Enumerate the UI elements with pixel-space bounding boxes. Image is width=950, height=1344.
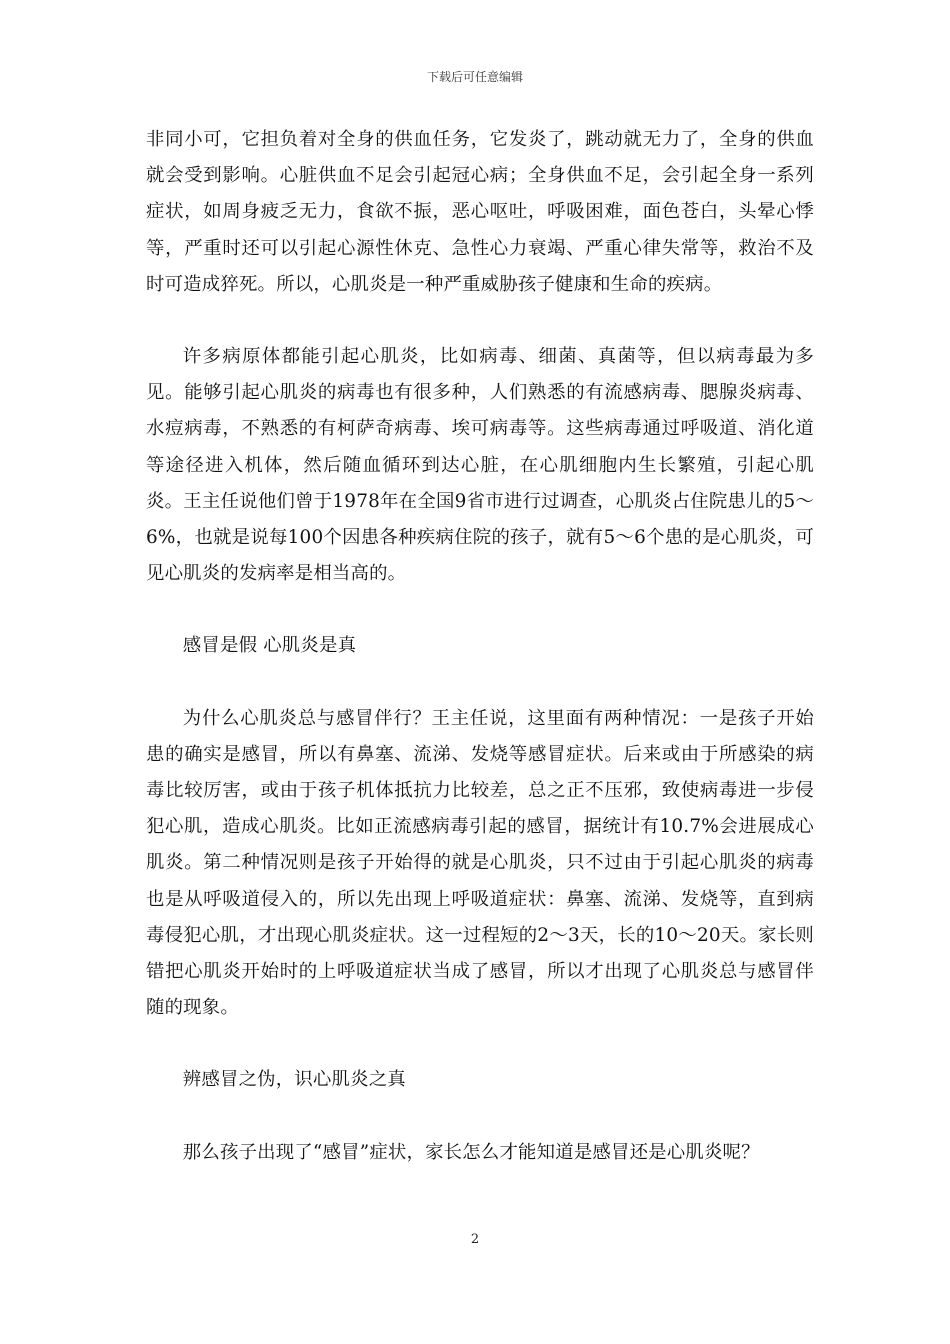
paragraph-heart-function: 非同小可，它担负着对全身的供血任务，它发炎了，跳动就无力了，全身的供血就会受到影响。心脏供血不足会引起冠心病；全身供血不足，会引起全身一系列症状，如周身疲乏无力，食欲不振，恶心呕吐，呼吸困难，面色苍白，头晕心悸等，严重时还可以引起心源性休克、急性心力衰竭、严重心律失常等，救治不及时可造成猝死。所以，心肌炎是一种严重威胁孩子健康和生命的疾病。 bbox=[146, 129, 814, 295]
paragraph-two-situations: 为什么心肌炎总与感冒伴行？王主任说，这里面有两种情况：一是孩子开始患的确实是感冒，所以有鼻塞、流涕、发烧等感冒症状。后来或由于所感染的病毒比较厉害，或由于孩子机体抵抗力比较差，总之正不压邪，致使病毒进一步侵犯心肌，造成心肌炎。比如正流感病毒引起的感冒，据统计有10.7%会进展成心肌炎。第二种情况则是孩子开始得的就是心肌炎，只不过由于引起心肌炎的病毒也是从呼吸道侵入的，所以先出现上呼吸道症状：鼻塞、流涕、发烧等，直到病毒侵犯心肌，才出现心肌炎症状。这一过程短的2～3天，长的10～20天。家长则错把心肌炎开始时的上呼吸道症状当成了感冒，所以才出现了心肌炎总与感冒伴随的现象。 bbox=[146, 707, 814, 1019]
document-body bbox=[146, 122, 814, 1171]
paragraph-gap bbox=[146, 303, 814, 339]
paragraph-gap bbox=[146, 665, 814, 701]
paragraph-question: 那么孩子出现了“感冒”症状，家长怎么才能知道是感冒还是心肌炎呢？ bbox=[182, 1141, 760, 1163]
section-heading-distinguish: 辨感冒之伪，识心肌炎之真 bbox=[182, 1069, 406, 1091]
section-heading-cold-vs-myocarditis: 感冒是假 心肌炎是真 bbox=[182, 635, 357, 657]
paragraph-gap bbox=[146, 1026, 814, 1062]
page-header-note: 下载后可任意编辑 bbox=[426, 70, 523, 84]
paragraph-gap bbox=[146, 1099, 814, 1135]
page-number: 2 bbox=[470, 1232, 480, 1247]
paragraph-gap bbox=[146, 592, 814, 628]
paragraph-pathogens: 许多病原体都能引起心肌炎，比如病毒、细菌、真菌等，但以病毒最为多见。能够引起心肌炎的病毒也有很多种，人们熟悉的有流感病毒、腮腺炎病毒、水痘病毒，不熟悉的有柯萨奇病毒、埃可病毒等。这些病毒通过呼吸道、消化道等途径进入机体，然后随血循环到达心脏，在心肌细胞内生长繁殖，引起心肌炎。王主任说他们曾于1978年在全国9省市进行过调查，心肌炎占住院患儿的5～6%，也就是说每100个因患各种疾病住院的孩子，就有5～6个患的是心肌炎，可见心肌炎的发病率是相当高的。 bbox=[146, 346, 814, 585]
